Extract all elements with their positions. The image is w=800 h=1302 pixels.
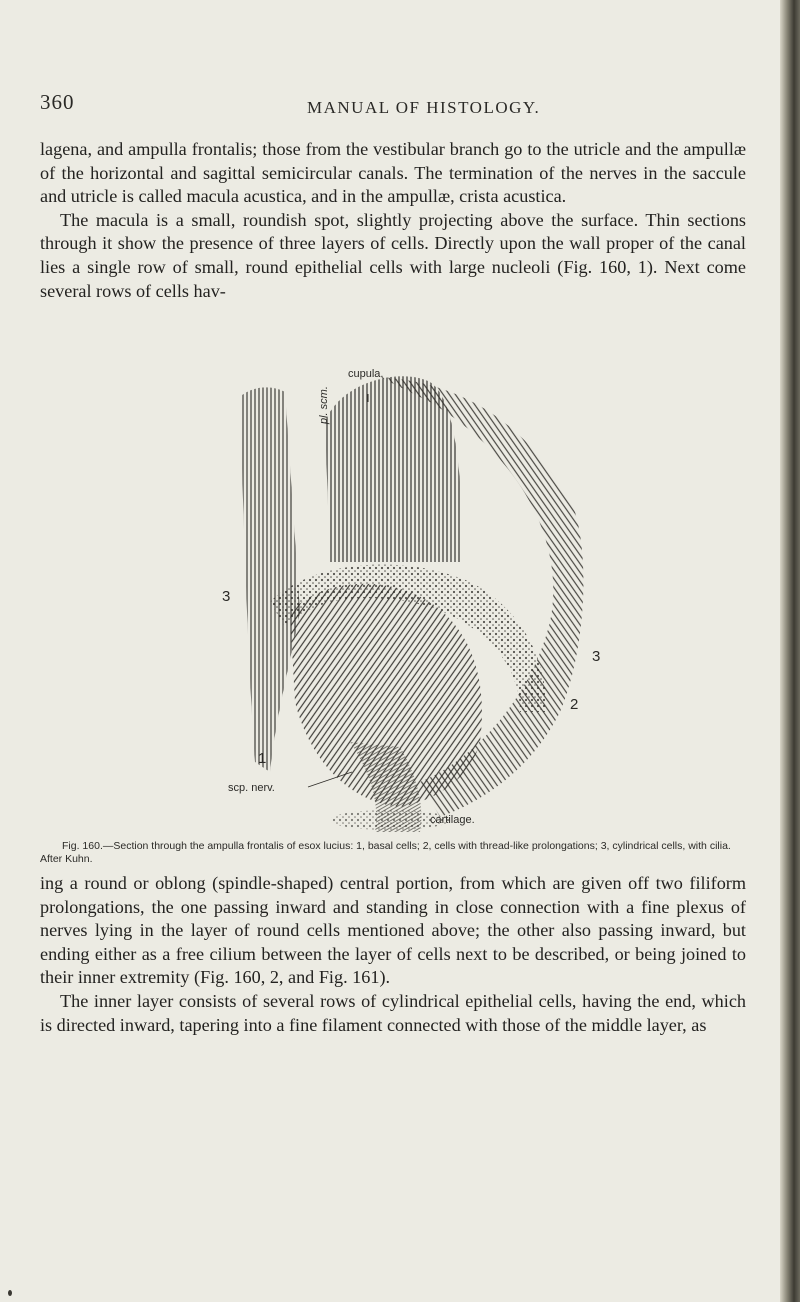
left-epithelial-wall [240,387,300,772]
text-block-top [40,138,746,303]
page-number: 360 [40,90,75,114]
paragraph: lagena, and ampulla frontalis; those from the vestibular branch go to the utricle and the ampullæ of the horizontal and sagittal semicircular canals. The termination of the nerves in the saccule and utricle is called macula acustica, and in the ampullæ, crista acustica. [40,139,746,207]
label-pl-scm: pl. scm. [318,386,330,424]
label-scp-nerv: scp. nerv. [228,782,275,794]
label-cartilage: cartilage. [430,814,475,826]
scan-speck [8,1290,12,1296]
paragraph: The macula is a small, roundish spot, slightly projecting above the surface. Thin sections through it show the presence of three layers of cells. Directly upon the wall proper of the canal lies a single row of small, round epithelial cells with large nucleoli (Fig. 160, 1). Next come several rows of cells hav- [40,209,746,301]
paragraph: ing a round or oblong (spindle-shaped) central portion, from which are given off two filiform prolongations, the one passing inward and standing in close connection with a fine plexus of nerves lying in the layer of round cells mentioned above; the other also passing inward, but ending either as a free cilium between the layer of cells next to be described, or being joined to their inner extremity (Fig. 160, 2, and Fig. 161). [40,873,746,988]
label-1: 1 [258,750,267,767]
label-3-right: 3 [592,648,601,665]
label-2: 2 [570,696,579,713]
histology-illustration [230,362,600,834]
running-head: MANUAL OF HISTOLOGY. [307,98,541,117]
figure-caption: Fig. 160.—Section through the ampulla frontalis of esox lucius: 1, basal cells; 2, cells with thread-like prolongations; 3, cylindrical cells, with cilia. After Kuhn. [40,840,731,865]
paragraph: The inner layer consists of several rows of cylindrical epithelial cells, having the end, which is directed inward, tapering into a fine filament connected with those of the middle layer, as [40,990,746,1035]
scanned-page-edge [780,0,800,1302]
label-3-left: 3 [222,588,231,605]
label-cupula: cupula. [348,368,384,380]
figure-ampulla-section [222,362,601,834]
text-block-bottom [40,872,746,1037]
